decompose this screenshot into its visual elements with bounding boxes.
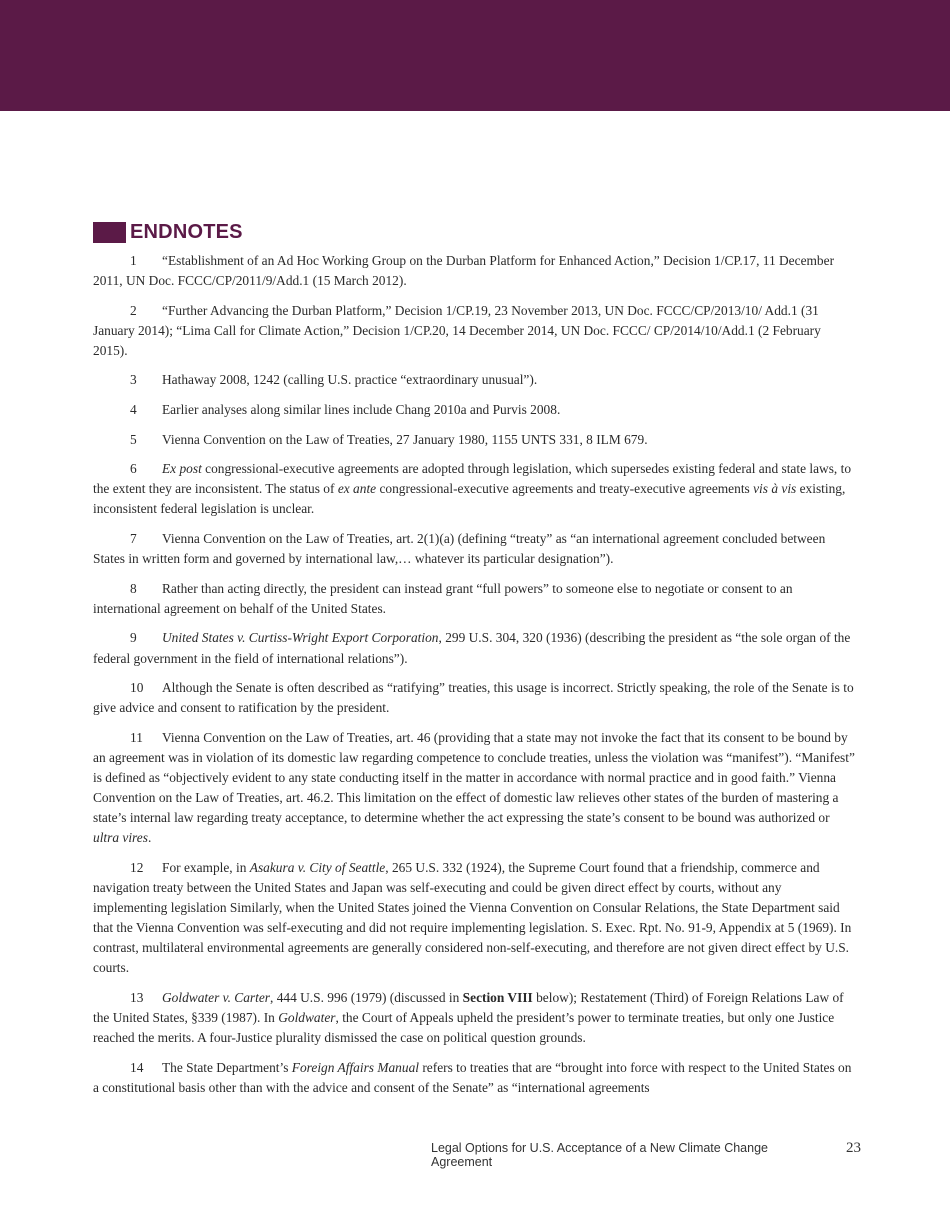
endnote-number: 1 xyxy=(130,253,137,268)
endnote-text-segment: Goldwater v. Carter xyxy=(162,989,270,1005)
endnote-number: 7 xyxy=(130,531,137,547)
endnote-text-segment: congressional-executive agreements are adopted through legislation, which supersedes existing federal and state laws, to the extent they are inconsistent. The status of xyxy=(93,461,852,497)
endnote-number: 14 xyxy=(130,1059,144,1075)
endnote-number: 3 xyxy=(130,372,137,388)
endnote-number: 11 xyxy=(130,729,143,745)
endnote-14 xyxy=(93,1058,856,1098)
endnote-text-segment: , 299 U.S. 304, 320 (1936) (describing the president as “the sole organ of the federal government in the field of international relations”). xyxy=(93,630,851,666)
endnote-8 xyxy=(93,579,856,619)
endnote-text-segment: Ex post xyxy=(162,461,202,477)
endnote-text-segment: below); Restatement (Third) of Foreign Relations Law of the United States, §339 (1987). In xyxy=(93,989,844,1025)
endnotes-list xyxy=(93,251,856,1107)
endnote-text-segment: Goldwater xyxy=(278,1010,336,1025)
endnote-13 xyxy=(93,988,856,1048)
endnote-text-segment: , 265 U.S. 332 (1924), the Supreme Court found that a friendship, commerce and navigation treaty between the United States and Japan was self-executing and could be given direct effect by courts, without any implementing legislation Similarly, when the United States joined the Vienna Convention on Consular Relations, the State Department said that the Vienna Convention was self-executing and did not require implementing legislation. S. Exec. Rpt. No. 91-9, Appendix at 5 (1969). In contrast, multilateral environmental agreements are generally considered non-self-executing, and therefore are not given direct effect by U.S. courts. xyxy=(93,859,852,976)
endnote-11 xyxy=(93,728,856,849)
header-band xyxy=(0,0,950,111)
endnote-number: 13 xyxy=(130,989,144,1005)
endnote-text-segment: ultra vires xyxy=(93,830,148,846)
endnote-4 xyxy=(93,400,856,420)
endnote-text-segment: , 444 U.S. 996 (1979) (discussed in xyxy=(270,989,463,1005)
endnote-text-segment: congressional-executive agreements and treaty-executive agreements xyxy=(376,481,754,497)
endnote-text-segment: Asakura v. City of Seattle xyxy=(249,859,386,875)
endnote-number: 8 xyxy=(130,580,137,596)
page-number: 23 xyxy=(846,1140,861,1156)
endnote-number: 2 xyxy=(130,302,137,318)
endnote-text-segment: Section VIII xyxy=(462,989,533,1005)
section-header xyxy=(93,219,243,245)
endnote-text-segment: Although the Senate is often described as “ratifying” treaties, this usage is incorrect. Strictly speaking, the role of the Senate is to give advice and consent to ratification by the president. xyxy=(93,680,854,716)
endnote-2 xyxy=(93,301,856,361)
footer-title: Legal Options for U.S. Acceptance of a New Climate Change Agreement xyxy=(431,1141,768,1169)
endnote-text-segment: Vienna Convention on the Law of Treaties, art. 46 (providing that a state may not invoke the fact that its consent to be bound by an agreement was in violation of its domestic law regarding competence to conclude treaties, unless the violation was “manifest”). “Manifest” is defined as “objectively evident to any state conducting itself in the matter in accordance with normal practice and in good faith.” Vienna Convention on the Law of Treaties, art. 46.2. This limitation on the effect of domestic law relieves other states of the burden of mastering a state’s internal law regarding treaty acceptance, to determine whether the act expressing the state’s consent to be bound was authorized or xyxy=(93,729,855,826)
endnote-1 xyxy=(93,251,856,291)
endnote-7 xyxy=(93,529,856,569)
endnote-text-segment: The State Department’s xyxy=(162,1059,292,1075)
endnote-number: 12 xyxy=(130,859,144,875)
endnote-text-segment: ex ante xyxy=(337,481,377,497)
endnote-number: 5 xyxy=(130,431,137,447)
endnote-5 xyxy=(93,430,856,450)
endnote-number: 4 xyxy=(130,402,137,418)
endnote-text-segment: “Further Advancing the Durban Platform,” Decision 1/CP.19, 23 November 2013, UN Doc. FCCC/CP/2013/10/ Add.1 (31 January 2014); “Lima Call for Climate Action,” Decision 1/CP.20, 14 December 2014, UN Doc. FCCC/ CP/2014/10/Add.1 (2 February 2015). xyxy=(93,302,821,358)
endnote-text-segment: . xyxy=(147,830,152,846)
endnote-text-segment: vis à vis xyxy=(753,481,797,497)
endnote-10 xyxy=(93,678,856,718)
section-marker xyxy=(93,222,126,243)
endnote-text-segment: , the Court of Appeals upheld the president’s power to terminate treaties, but only one Justice reached the merits. A four-Justice plurality dismissed the case on political question grounds. xyxy=(93,1010,835,1046)
endnote-text-segment: Hathaway 2008, 1242 (calling U.S. practice “extraordinary unusual”). xyxy=(162,372,538,388)
endnote-text-segment: For example, in xyxy=(162,859,250,875)
endnote-text-segment: Foreign Affairs Manual xyxy=(291,1059,419,1075)
endnote-text-segment: existing, inconsistent federal legislation is unclear. xyxy=(93,481,846,517)
section-title: ENDNOTES xyxy=(130,220,243,243)
endnote-text-segment: refers to treaties that are “brought into force with respect to the United States on a constitutional basis other than with the advice and consent of the Senate” as “international agreements xyxy=(93,1059,852,1095)
endnote-text-segment: “Establishment of an Ad Hoc Working Group on the Durban Platform for Enhanced Action,” Decision 1/CP.17, 11 December 2011, UN Doc. FCCC/CP/2011/9/Add.1 (15 March 2012). xyxy=(93,253,835,289)
endnote-3 xyxy=(93,370,856,390)
endnote-number: 6 xyxy=(130,461,137,477)
endnote-number: 9 xyxy=(130,630,137,646)
endnote-text-segment: United States v. Curtiss-Wright Export Corporation xyxy=(162,630,439,646)
endnote-text-segment: Vienna Convention on the Law of Treaties, 27 January 1980, 1155 UNTS 331, 8 ILM 679. xyxy=(162,431,648,447)
endnote-text-segment: Earlier analyses along similar lines include Chang 2010a and Purvis 2008. xyxy=(162,402,561,418)
endnote-9 xyxy=(93,628,856,668)
endnote-12 xyxy=(93,858,856,979)
endnote-6 xyxy=(93,459,856,519)
endnote-number: 10 xyxy=(130,680,144,696)
endnote-text-segment: Vienna Convention on the Law of Treaties, art. 2(1)(a) (defining “treaty” as “an international agreement concluded between States in written form and governed by international law,… whatever its particular designation”). xyxy=(93,531,826,567)
endnote-text-segment: Rather than acting directly, the president can instead grant “full powers” to someone else to negotiate or consent to an international agreement on behalf of the United States. xyxy=(93,580,793,616)
page-footer xyxy=(431,1140,861,1169)
